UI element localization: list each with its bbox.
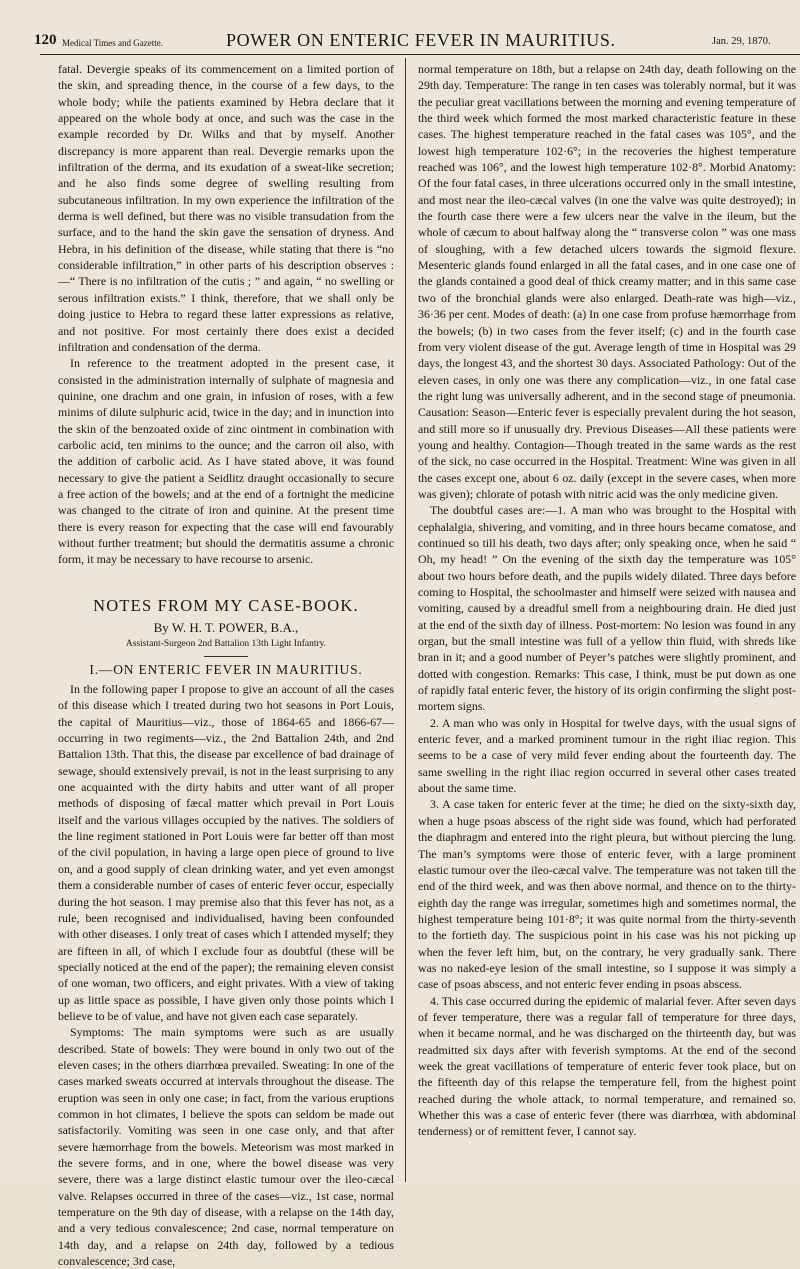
body-paragraph: 3. A case taken for enteric fever at the time; he died on the sixty-sixth day, when a huge psoas abscess of the right side was found, which had perforated the diaphragm and entered into the right pleura, but without piercing the lung. The man’s symptoms were those of enteric fever, with a large prominent elastic tumour over the ileo-cæcal valve. The temperature was not taken till the end of the third week, and was then above normal, and thence on to the thirty-eighth day the range was irregular, sometimes high and sometimes normal, the highest temperature being 101·8°; it was quite normal from the thirty-seventh to the fortieth day. The suspicious point in his case was his not picking up when the fever left him, but, on the contrary, he very gradually sank. There was no naked-eye lesion of the small intestine, so I suppose it was simply a case of psoas abscess, and not enteric fever ending in psoas abscess. — [418, 797, 796, 992]
article-paragraph: Symptoms: The main symptoms were such as are usually described. State of bowels: They were bound in only two out of the eleven cases; in the others diarrhœa prevailed. Sweating: In one of the cases marked sweats occurred at intervals throughout the disease. The eruption was seen in only one case; in fact, from the various eruptions common in hot climates, I believe the spots can seldom be made out satisfactorily. Vomiting was seen in one case only, and that after severe hæmorrhage from the bowels. Meteorism was most marked in the severe forms, and in one, where the bowel disease was very severe, there was a large distinct elastic tumour over the ileo-cæcal valve. Relapses occurred in three of the cases—viz., 1st case, normal temperature on the 9th day of disease, with a relapse on the 14th day, and a very tedious convalescence; 2nd case, normal temperature on 14th day, and a relapse on 24th day, followed by a tedious convalescence; 3rd case, — [58, 1025, 394, 1269]
author-rank: Assistant-Surgeon 2nd Battalion 13th Light Infantry. — [125, 639, 327, 650]
running-head — [0, 30, 800, 56]
body-paragraph: In reference to the treatment adopted in the present case, it consisted in the administration internally of sulphate of magnesia and quinine, one drachm and one grain, in infusion of roses, with a few minims of dilute sulphuric acid, twice in the day; and in inunction into the skin of the benzoated oxide of zinc ointment in combination with carbolic acid, ten minims to the ounce; and the carron oil also, with the addition of carbolic acid. As I have stated above, it was found necessary to give the patient a Seidlitz draught occasionally to secure a free action of the bowels; and at the end of a fortnight the medicine was changed to the citrate of iron and quinine. At the present time there is every reason for expecting that the case will end favourably without further treatment; but should the dermatitis assume a chronic form, it may be necessary to have recourse to arsenic. — [58, 356, 394, 567]
body-paragraph: The doubtful cases are:—1. A man who was brought to the Hospital with cephalalgia, shivering, and vomiting, and in three hours became comatose, and continued so till his death, two days after; only speaking once, when he said “ Oh, my head! ” On the evening of the sixth day the temperature was 105° about two hours before death, and the pupils widely dilated. Three days before coming to Hospital, the schoolmaster and himself were seized with nausea and vomiting, caused by a dreadful smell from a neighbouring drain. He died just at the end of the sixth day of illness. Post-mortem: No lesion was found in any organ, but the small intestine was full of a yellow thin fluid, with shreds like bran in it; and a good number of Peyer’s patches were slightly prominent, and dotted with congestion. Remarks: This case, I think, must be put down as one of rapidly fatal enteric fever, the history of its origin confirming the slight post-mortem signs. — [418, 503, 796, 714]
heading-rule — [204, 656, 248, 657]
page-number: 120 — [34, 32, 57, 48]
article-heading: I.—ON ENTERIC FEVER IN MAURITIUS. — [89, 661, 363, 677]
header-rule — [40, 54, 800, 55]
running-title: POWER ON ENTERIC FEVER IN MAURITIUS. — [226, 30, 616, 50]
body-paragraph: normal temperature on 18th, but a relapse on 24th day, death following on the 29th day. Temperature: The range in ten cases was tolerably normal, but it was the peculiar great vacillations between the morning and evening temperature of the third week which formed the most marked characteristic feature in these cases. The highest temperature reached in the fatal cases was 105°, and the lowest high temperature 102·6°; in the recoveries the highest temperature reached was 106°, and the lowest high temperature 102·8°. Morbid Anatomy: Of the four fatal cases, in three ulcerations occurred only in the small intestine, and most near the ileo-cæcal valves (in one the valve was quite destroyed); in the fourth case there were a few ulcers near the valve in the ileum, but the whole of cæcum to about halfway along the “ transverse colon ” was one mass of sloughing, with a few detached ulcers towards the sigmoid flexure. Mesenteric glands found enlarged in all the fatal cases, and in one case one of the glands contained a good deal of thick creamy matter; and in this same case two of the bronchial glands were also enlarged. Death-rate was high—viz., 36·36 per cent. Modes of death: (a) In one case from profuse hæmorrhage from the bowels; (b) in two cases from the fever itself; (c) and in the fourth case from very violent disease of the gut. Average length of time in Hospital was 29 days, the longest 43, and the shortest 30 days. Associated Pathology: Out of the eleven cases, in only one was there any complication—viz., in one fatal case the right lung was universally adherent, and in the second stage of pneumonia. Causation: Season—Enteric fever is especially prevalent during the hot season, and still more so if unusually dry. Previous Diseases—All these patients were young and healthy. Contagion—Though treated in the same wards as the rest of the sick, no case occurred in the Hospital. Treatment: Wine was given in all the cases except one, about 6 oz. daily (except in the severe cases, when more was given); chlorate of potash with nitric acid was the only medicine given. — [418, 62, 796, 501]
issue-date: Jan. 29, 1870. — [712, 36, 771, 47]
body-paragraph: 2. A man who was only in Hospital for twelve days, with the usual signs of enteric fever, and a marked prominent tumour in the right iliac region. This seems to be a case of very mild fever ending about the fourteenth day. The same swelling in the right iliac region occurred in several other cases treated about the same time. — [418, 715, 796, 796]
left-column — [58, 61, 394, 1269]
journal-name: Medical Times and Gazette. — [62, 38, 163, 48]
author-byline: By W. H. T. POWER, B.A., — [153, 620, 299, 635]
section-gap — [58, 568, 394, 594]
article-paragraph: In the following paper I propose to give an account of all the cases of this disease which I treated during two hot seasons in Port Louis, the capital of Mauritius—viz., those of 1864-65 and 1866-67—occurring in two regiments—viz., the 2nd Battalion 24th, and 2nd Battalion 13th. That this, the disease par excellence of bad drainage of sewage, should extensively prevail, is not in the least surprising to any one acquainted with the dirty habits and utter want of all proper methods of disposing of fæcal matter which prevail in Port Louis itself and the various villages occupied by the natives. The soldiers of the line regiment stationed in Port Louis were far better off than most of the civil population, in having a large open piece of ground to live on, and a good supply of clean drinking water, and yet even amongst them a considerable number of cases of enteric fever occur, especially during the hot season. I may premise also that this fever has not, as a rule, been recognised and individualised, having been confounded with other diseases. I only treat of cases which I attended myself; they are fifteen in all, of which I exclude four as doubtful (these will be specially noticed at the end of the paper); the remaining eleven consist of one woman, two officers, and eight privates. With a view of taking up as little space as possible, I have given only those points which I believe to be of value, and have not given each case separately. — [58, 682, 394, 1023]
body-paragraph: fatal. Devergie speaks of its commencement on a limited portion of the skin, and spreading thence, in the course of a few days, to the whole body; while the patients examined by Hebra declare that it appeared on the whole body at once, and such was the case in the example recorded by Dr. Wilks and that by myself. Another discrepancy is more apparent than real. Devergie remarks upon the infiltration of the derma, and its exudation of a sweat-like secretion; and he also finds some degree of swelling resulting from subcutaneous infiltration. In my own experience the infiltration of the derma is well defined, but there was no visible transudation from the surface, and to the hand the skin gave the sensation of dryness. And Hebra, in his definition of the disease, while stating that there is “no considerable infiltration,” in other parts of his description observes :—“ There is no infiltration of the cutis ; ” and again, “ no swelling or serous infiltration exists.” I think, therefore, that we shall only be doing justice to Hebra to regard these latter expressions as relative, and not positive. For most certainly there does exist a decided infiltration and condensation of the derma. — [58, 62, 394, 354]
section-heading: NOTES FROM MY CASE-BOOK. — [93, 595, 359, 615]
column-separator — [405, 58, 406, 1182]
body-paragraph: 4. This case occurred during the epidemic of malarial fever. After seven days of fever temperature, there was a regular fall of temperature for three days, when it became normal, and he was discharged on the thirteenth day, but was readmitted six days after with feverish symptoms. At the end of the second week the great vacillations of temperature of enteric fever took place, but on the fifteenth day of this relapse the temperature fell, from the highest point reached during the whole attack, to normal temperature, and remained so. Whether this was a case of enteric fever (there was diarrhœa, with abdominal tenderness) or of remittent fever, I cannot say. — [418, 993, 796, 1139]
right-column — [418, 61, 796, 1140]
